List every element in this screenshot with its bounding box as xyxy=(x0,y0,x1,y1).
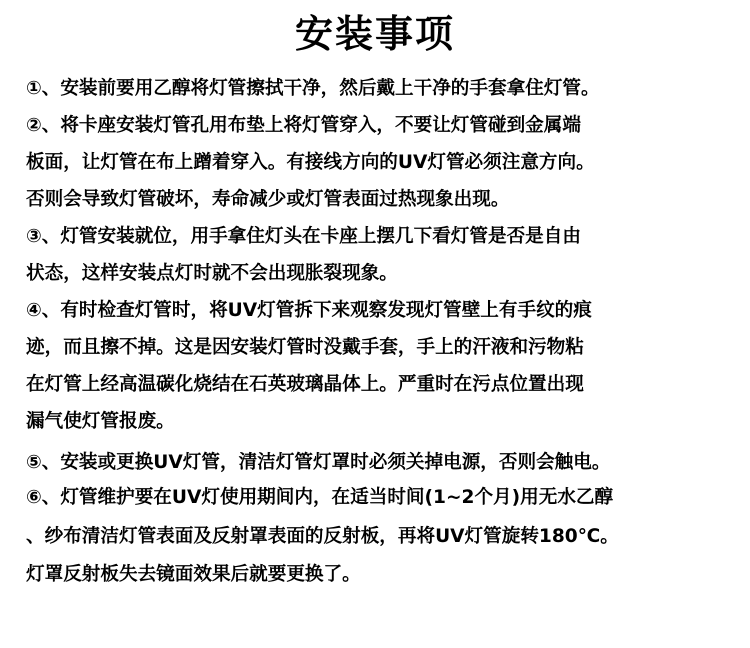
note-6-line-1: ⑥、灯管维护要在UV灯使用期间内，在适当时间(1~2个月)用无水乙醇 xyxy=(26,487,614,508)
note-2-line-2: 板面，让灯管在布上蹭着穿入。有接线方向的UV灯管必须注意方向。 xyxy=(26,152,595,173)
note-3-line-1: ③、灯管安装就位，用手拿住灯头在卡座上摆几下看灯管是否是自由 xyxy=(26,226,581,247)
note-4-line-4: 漏气使灯管报废。 xyxy=(26,411,175,432)
note-6-line-2: 、纱布清洁灯管表面及反射罩表面的反射板，再将UV灯管旋转180℃。 xyxy=(26,526,619,547)
note-4-line-1: ④、有时检查灯管时，将UV灯管拆下来观察发现灯管壁上有手纹的痕 xyxy=(26,300,592,321)
note-1-line-1: ①、安装前要用乙醇将灯管擦拭干净，然后戴上干净的手套拿住灯管。 xyxy=(26,78,600,99)
page-title: 安装事项 xyxy=(294,11,455,56)
note-2-line-1: ②、将卡座安装灯管孔用布垫上将灯管穿入，不要让灯管碰到金属端 xyxy=(26,115,581,136)
note-6-line-3: 灯罩反射板失去镜面效果后就要更换了。 xyxy=(26,564,361,585)
note-5-line-1: ⑤、安装或更换UV灯管，清洁灯管灯罩时必须关掉电源，否则会触电。 xyxy=(26,452,611,473)
note-4-line-2: 迹，而且擦不掉。这是因安装灯管时没戴手套，手上的汗液和污物粘 xyxy=(26,337,584,358)
note-4-line-3: 在灯管上经高温碳化烧结在石英玻璃晶体上。严重时在污点位置出现 xyxy=(26,374,584,395)
note-2-line-3: 否则会导致灯管破坏，寿命减少或灯管表面过热现象出现。 xyxy=(26,189,510,210)
note-3-line-2: 状态，这样安装点灯时就不会出现胀裂现象。 xyxy=(26,263,398,284)
